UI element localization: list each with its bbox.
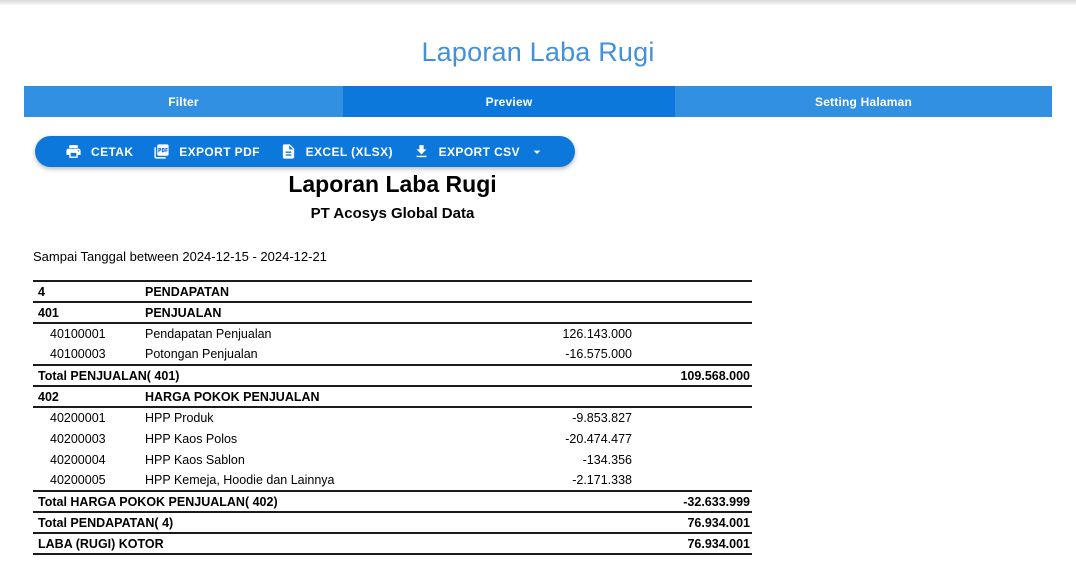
account-code-cell: 40200001 bbox=[50, 411, 106, 425]
amount-cell: -134.356 bbox=[582, 452, 632, 467]
total-value-cell: 76.934.001 bbox=[687, 536, 750, 551]
account-code-cell: 40100001 bbox=[50, 327, 106, 341]
table-row bbox=[33, 407, 752, 428]
excel-document-icon bbox=[280, 143, 297, 160]
account-code-cell: 401 bbox=[38, 305, 59, 320]
amount-cell bbox=[467, 302, 632, 323]
page-title: Laporan Laba Rugi bbox=[421, 37, 655, 67]
amount-cell bbox=[467, 386, 632, 407]
account-name-cell: HPP Kemeja, Hoodie dan Lainnya bbox=[145, 473, 335, 487]
report-period: Sampai Tanggal between 2024-12-15 - 2024-12-21 bbox=[33, 249, 327, 264]
amount-cell: 126.143.000 bbox=[562, 327, 632, 341]
amount-cell bbox=[467, 281, 632, 302]
tab-setting-halaman[interactable]: Setting Halaman bbox=[675, 86, 1052, 117]
account-name-cell: HPP Kaos Polos bbox=[145, 431, 238, 446]
account-name-cell: Potongan Penjualan bbox=[145, 347, 258, 361]
total-value-cell bbox=[632, 323, 752, 344]
cetak-label: CETAK bbox=[91, 144, 134, 159]
total-label-cell: LABA (RUGI) KOTOR bbox=[38, 536, 164, 551]
amount-cell: -9.853.827 bbox=[572, 411, 632, 425]
table-row bbox=[33, 323, 752, 344]
export-csv-button[interactable] bbox=[413, 143, 545, 160]
account-code-cell: 40200004 bbox=[50, 452, 106, 467]
account-name-cell: HARGA POKOK PENJUALAN bbox=[145, 389, 320, 404]
account-name-cell: PENJUALAN bbox=[145, 305, 222, 320]
export-pdf-label: EXPORT PDF bbox=[179, 144, 260, 159]
account-code-cell: 40200003 bbox=[50, 431, 106, 446]
report-preview bbox=[33, 170, 752, 555]
total-value-cell bbox=[632, 302, 752, 323]
report-table-body bbox=[33, 281, 752, 554]
tab-preview[interactable]: Preview bbox=[343, 86, 675, 117]
account-name-cell: HPP Kaos Sablon bbox=[145, 452, 245, 467]
table-row bbox=[33, 470, 752, 491]
report-title: Laporan Laba Rugi bbox=[288, 171, 497, 197]
total-value-cell bbox=[632, 449, 752, 470]
table-row bbox=[33, 365, 752, 386]
account-code-cell: 4 bbox=[38, 284, 45, 299]
report-company: PT Acosys Global Data bbox=[310, 205, 475, 222]
table-row bbox=[33, 533, 752, 554]
amount-cell: -20.474.477 bbox=[565, 431, 632, 446]
total-value-cell bbox=[632, 470, 752, 491]
report-toolbar bbox=[35, 136, 575, 167]
excel-xlsx-button[interactable] bbox=[280, 143, 393, 160]
table-row bbox=[33, 512, 752, 533]
top-divider bbox=[0, 0, 1076, 5]
total-value-cell: 109.568.000 bbox=[680, 368, 750, 383]
total-value-cell bbox=[632, 407, 752, 428]
account-name-cell: HPP Produk bbox=[145, 411, 214, 425]
total-value-cell bbox=[632, 344, 752, 365]
report-table bbox=[33, 280, 752, 555]
amount-cell: -16.575.000 bbox=[565, 347, 632, 361]
table-row bbox=[33, 344, 752, 365]
total-value-cell bbox=[632, 281, 752, 302]
total-value-cell bbox=[632, 428, 752, 449]
excel-xlsx-label: EXCEL (XLSX) bbox=[305, 144, 393, 159]
table-row bbox=[33, 491, 752, 512]
export-csv-label: EXPORT CSV bbox=[438, 144, 520, 159]
account-code-cell: 402 bbox=[38, 389, 59, 404]
amount-cell: -2.171.338 bbox=[572, 473, 632, 487]
total-label-cell: Total PENDAPATAN( 4) bbox=[38, 515, 174, 530]
table-row bbox=[33, 302, 752, 323]
table-row bbox=[33, 281, 752, 302]
tab-filter[interactable]: Filter bbox=[24, 86, 343, 117]
cetak-button[interactable] bbox=[65, 143, 133, 160]
table-row bbox=[33, 449, 752, 470]
account-name-cell: PENDAPATAN bbox=[145, 284, 230, 299]
account-name-cell: Pendapatan Penjualan bbox=[145, 327, 272, 341]
pdf-icon bbox=[153, 143, 170, 160]
total-label-cell: Total PENJUALAN( 401) bbox=[38, 368, 180, 383]
printer-icon bbox=[65, 143, 82, 160]
tab-bar bbox=[24, 86, 1052, 117]
download-icon bbox=[413, 143, 430, 160]
account-code-cell: 40100003 bbox=[50, 347, 106, 361]
table-row bbox=[33, 428, 752, 449]
table-row bbox=[33, 386, 752, 407]
chevron-down-icon bbox=[529, 144, 545, 160]
account-code-cell: 40200005 bbox=[50, 473, 106, 487]
export-pdf-button[interactable] bbox=[153, 143, 260, 160]
total-value-cell: 76.934.001 bbox=[687, 515, 750, 530]
total-value-cell bbox=[632, 386, 752, 407]
total-value-cell: -32.633.999 bbox=[683, 494, 750, 509]
total-label-cell: Total HARGA POKOK PENJUALAN( 402) bbox=[38, 494, 278, 509]
